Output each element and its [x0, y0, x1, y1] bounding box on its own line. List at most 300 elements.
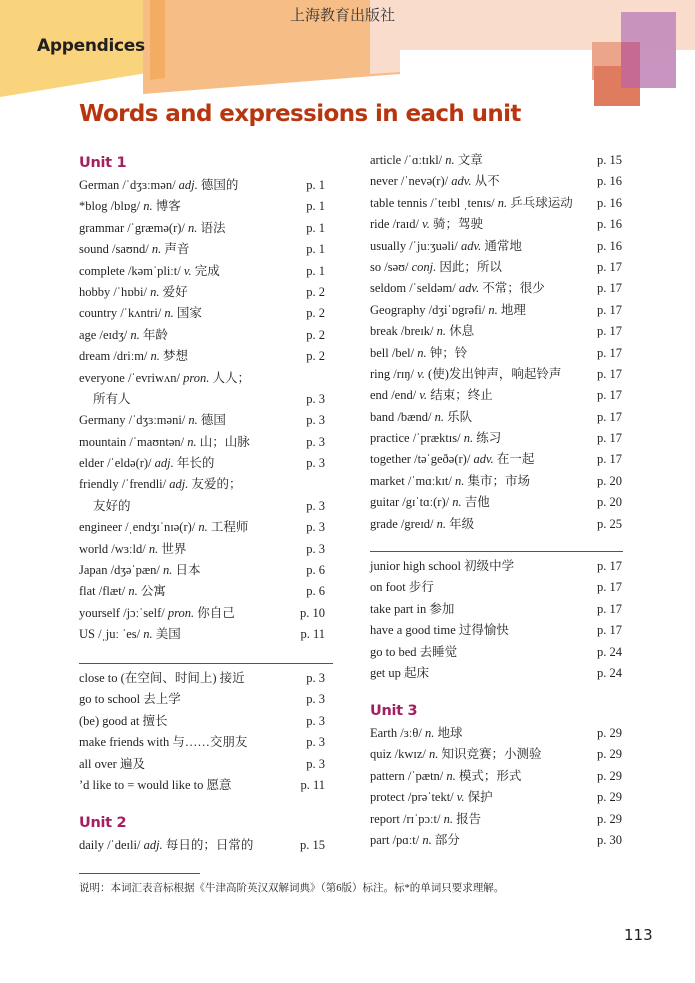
- entry-row: [79, 282, 325, 303]
- entry-phonetic: /ˈdeɪli/: [107, 838, 141, 852]
- entry-text: [79, 624, 181, 645]
- entry-meaning-continued: 所有人: [93, 391, 131, 406]
- entry-meaning: 去上学: [143, 692, 181, 707]
- entry-meaning: 公寓: [140, 584, 166, 599]
- entry-part-of-speech: n.: [452, 495, 462, 510]
- entry-text: [370, 321, 474, 342]
- entry-row: [79, 668, 325, 689]
- entry-meaning: 你自己: [197, 605, 235, 620]
- entry-phonetic: /rɪŋ/: [393, 366, 415, 381]
- entry-row: [370, 193, 622, 214]
- entry-text: [79, 325, 168, 346]
- entry-text: [79, 218, 226, 239]
- word-list: [370, 723, 622, 851]
- entry-meaning: 德国: [200, 413, 226, 428]
- unit-heading: Unit 1: [79, 155, 127, 171]
- entry-phonetic: /gɪˈtɑː(r)/: [402, 495, 450, 510]
- entry-row: [370, 449, 622, 470]
- entry-meaning: 乒乓球运动: [510, 195, 573, 210]
- entry-part-of-speech: v.: [417, 366, 425, 381]
- entry-row: [79, 624, 325, 645]
- entry-phonetic: /bænd/: [397, 409, 432, 424]
- page-number: 113: [624, 926, 653, 944]
- entry-text: [370, 449, 534, 470]
- entry-word: sound: [79, 242, 109, 257]
- entry-row: [370, 364, 622, 385]
- entry-part-of-speech: adj.: [154, 456, 174, 471]
- entry-meaning-continued: 友好的: [93, 498, 131, 513]
- entry-page: p. 1: [306, 199, 325, 214]
- entry-part-of-speech: adv.: [458, 281, 480, 296]
- entry-page: p. 16: [597, 174, 622, 189]
- entry-text: [370, 214, 483, 235]
- entry-row: [79, 539, 325, 560]
- entry-row-continued: [79, 389, 325, 410]
- entry-row: [370, 723, 622, 744]
- entry-phonetic: /ˈseldəm/: [409, 281, 456, 296]
- entry-part-of-speech: n.: [164, 306, 174, 321]
- entry-row: [370, 385, 622, 406]
- entry-phonetic: /raɪd/: [392, 217, 419, 232]
- entry-page: p. 25: [597, 516, 622, 531]
- entry-part-of-speech: n.: [463, 431, 474, 446]
- entry-page: p. 11: [300, 777, 325, 792]
- entry-word: friendly: [79, 477, 119, 492]
- entry-row: [370, 514, 622, 535]
- entry-text: [79, 711, 168, 732]
- entry-phonetic: /breɪk/: [400, 324, 434, 339]
- left-phrases: [79, 668, 325, 796]
- entry-row: [79, 175, 325, 196]
- entry-word: (be) good at: [79, 713, 140, 728]
- entry-page: p. 17: [597, 259, 622, 274]
- entry-text: [370, 642, 457, 663]
- entry-part-of-speech: n.: [150, 349, 160, 364]
- entry-text: [370, 171, 500, 192]
- entry-row: [370, 663, 622, 684]
- page-title: Words and expressions in each unit: [79, 101, 521, 127]
- entry-part-of-speech: n.: [436, 516, 447, 531]
- entry-row: [79, 368, 325, 389]
- entry-text: [370, 556, 514, 577]
- entry-row: [79, 303, 325, 324]
- entry-page: p. 3: [306, 391, 325, 406]
- entry-word: *blog: [79, 199, 108, 214]
- entry-page: p. 3: [306, 756, 325, 771]
- entry-page: p. 2: [306, 327, 325, 342]
- entry-phonetic: /greɪd/: [400, 516, 434, 531]
- entry-word: break: [370, 324, 398, 339]
- entry-meaning: 模式；形式: [458, 768, 522, 783]
- entry-row: [370, 492, 622, 513]
- entry-row: [79, 432, 325, 453]
- entry-meaning: 步行: [408, 580, 434, 595]
- entry-page: p. 3: [306, 413, 325, 428]
- left-unit2: [79, 811, 325, 856]
- entry-text: [79, 196, 181, 217]
- entry-page: p. 1: [306, 178, 325, 192]
- entry-text: [370, 343, 467, 364]
- word-list: [79, 175, 325, 646]
- entry-word: elder: [79, 456, 104, 471]
- entry-meaning: 工程师: [210, 520, 249, 535]
- entry-part-of-speech: n.: [148, 541, 159, 556]
- entry-text: [370, 407, 472, 428]
- entry-row: [370, 830, 622, 851]
- entry-text: [370, 257, 502, 278]
- entry-page: p. 17: [597, 559, 622, 573]
- entry-text: [79, 732, 247, 753]
- entry-page: p. 15: [597, 153, 622, 167]
- entry-row: [79, 346, 325, 367]
- entry-row: [79, 218, 325, 239]
- entry-page: p. 17: [597, 409, 622, 424]
- entry-page: p. 6: [306, 584, 325, 599]
- entry-word: go to bed: [370, 644, 417, 659]
- entry-page: p. 30: [597, 832, 622, 847]
- entry-word: hobby: [79, 284, 111, 299]
- entry-row: [79, 239, 325, 260]
- entry-page: p. 3: [306, 456, 325, 471]
- entry-row: [79, 711, 325, 732]
- entry-phonetic: /end/: [391, 388, 417, 403]
- entry-word: pattern: [370, 768, 405, 783]
- entry-page: p. 20: [597, 473, 622, 488]
- entry-part-of-speech: n.: [187, 434, 197, 449]
- entry-part-of-speech: adj.: [169, 477, 189, 492]
- entry-phonetic: /təˈgeðə(r)/: [414, 452, 471, 467]
- entry-page: p. 17: [597, 601, 622, 616]
- entry-text: [79, 239, 189, 260]
- entry-text: [370, 577, 434, 598]
- entry-phonetic: /səʊ/: [384, 259, 409, 274]
- entry-page: p. 3: [306, 498, 325, 513]
- entry-word: US: [79, 627, 95, 642]
- entry-row: [79, 261, 325, 282]
- entry-text: [79, 539, 186, 560]
- entry-text: [370, 809, 481, 830]
- entry-page: p. 1: [306, 242, 325, 257]
- entry-phonetic: /ˈɑːtɪkl/: [404, 153, 443, 167]
- entry-page: p. 29: [597, 726, 622, 740]
- entry-part-of-speech: adv.: [451, 174, 472, 189]
- entry-phonetic: /ˈpætn/: [407, 768, 444, 783]
- entry-meaning: 地理: [500, 302, 526, 317]
- entry-word: Germany: [79, 413, 126, 428]
- entry-meaning: 爱好: [162, 284, 188, 299]
- entry-phonetic: /ˈgræmə(r)/: [127, 220, 185, 235]
- entry-row: [79, 603, 325, 624]
- entry-phonetic: /kəmˈpliːt/: [127, 263, 181, 278]
- entry-meaning: 知识竞赛；小测验: [441, 747, 542, 762]
- right-unit3: [370, 699, 622, 851]
- entry-page: p. 17: [597, 302, 622, 317]
- entry-word: ’d like to = would like to: [79, 777, 204, 792]
- entry-page: p. 20: [597, 495, 622, 510]
- entry-part-of-speech: n.: [188, 413, 198, 428]
- entry-page: p. 16: [597, 195, 622, 210]
- entry-word: together: [370, 452, 411, 467]
- entry-part-of-speech: pron.: [167, 605, 195, 620]
- entry-row: [370, 428, 622, 449]
- entry-row: [370, 321, 622, 342]
- entry-page: p. 17: [597, 623, 622, 638]
- left-column: [79, 151, 325, 646]
- entry-page: p. 17: [597, 324, 622, 339]
- entry-part-of-speech: n.: [446, 768, 456, 783]
- entry-word: all over: [79, 756, 117, 771]
- entry-word: take part in: [370, 601, 427, 616]
- entry-word: complete: [79, 263, 125, 278]
- entry-word: ride: [370, 217, 390, 232]
- entry-meaning: 擅长: [142, 713, 168, 728]
- entry-page: p. 17: [597, 431, 622, 446]
- entry-page: p. 3: [306, 671, 325, 685]
- entry-page: p. 16: [597, 217, 622, 232]
- divider: [79, 663, 333, 664]
- entry-meaning: 与……交朋友: [172, 735, 248, 750]
- entry-word: make friends with: [79, 735, 170, 750]
- entry-text: [79, 261, 220, 282]
- entry-row: [79, 754, 325, 775]
- entry-page: p. 2: [306, 349, 325, 364]
- entry-meaning: 在一起: [496, 452, 535, 467]
- entry-text: [370, 193, 573, 214]
- entry-page: p. 6: [306, 563, 325, 578]
- entry-word: ring: [370, 366, 391, 381]
- entry-phonetic: /kwɪz/: [394, 747, 426, 762]
- entry-text-continued: [79, 496, 131, 517]
- entry-word: have a good time: [370, 623, 456, 638]
- entry-meaning: 愿意: [206, 777, 232, 792]
- entry-part-of-speech: n.: [443, 811, 453, 826]
- entry-meaning: 乐队: [447, 409, 473, 424]
- entry-row: [370, 407, 622, 428]
- entry-text: [370, 766, 521, 787]
- entry-word: bell: [370, 345, 389, 360]
- entry-row: [370, 766, 622, 787]
- entry-text: [370, 620, 509, 641]
- entry-meaning: 梦想: [163, 349, 189, 364]
- entry-text: [79, 303, 202, 324]
- entry-text: [370, 150, 483, 171]
- entry-text: [370, 471, 530, 492]
- entry-part-of-speech: n.: [128, 584, 138, 599]
- entry-word: age: [79, 327, 97, 342]
- entry-part-of-speech: n.: [429, 747, 439, 762]
- entry-part-of-speech: n.: [422, 832, 432, 847]
- entry-phonetic: /pɑːt/: [392, 832, 420, 847]
- entry-part-of-speech: n.: [436, 324, 447, 339]
- phrase-list: [370, 556, 622, 684]
- entry-word: grammar: [79, 220, 125, 235]
- entry-row: [370, 257, 622, 278]
- entry-text: [79, 689, 181, 710]
- entry-word: end: [370, 388, 389, 403]
- entry-word: yourself: [79, 605, 120, 620]
- entry-meaning: 集市；市场: [467, 473, 531, 488]
- entry-page: p. 29: [597, 790, 622, 805]
- entry-part-of-speech: n.: [143, 627, 153, 642]
- entry-word: Japan: [79, 563, 108, 578]
- entry-text: [370, 787, 493, 808]
- entry-word: band: [370, 409, 395, 424]
- publisher-name: 上海教育出版社: [290, 6, 396, 24]
- entry-meaning: 不常；很少: [482, 281, 545, 296]
- entry-meaning: 声音: [164, 242, 190, 257]
- entry-row: [370, 278, 622, 299]
- entry-part-of-speech: n.: [497, 195, 508, 210]
- entry-phonetic: /ˈeldə(r)/: [107, 456, 152, 471]
- right-column: [370, 150, 622, 535]
- unit-heading: Unit 3: [370, 703, 418, 719]
- entry-meaning: 语法: [200, 220, 226, 235]
- entry-word: country: [79, 306, 118, 321]
- entry-part-of-speech: n.: [424, 726, 435, 740]
- entry-meaning: 年龄: [142, 327, 168, 342]
- phrase-list: [79, 668, 325, 796]
- entry-text: [79, 175, 238, 196]
- entry-word: Earth: [370, 726, 398, 740]
- entry-page: p. 17: [597, 452, 622, 467]
- entry-meaning: 参加: [429, 601, 455, 616]
- entry-meaning: 从不: [474, 174, 500, 189]
- entry-phonetic: /ˈpræktɪs/: [412, 431, 461, 446]
- entry-phonetic: /ˈteɪbl ˌtenɪs/: [430, 195, 495, 210]
- entry-text: [370, 236, 522, 257]
- entry-phonetic: /ˈfrendli/: [121, 477, 167, 492]
- entry-phonetic: /ˈkʌntri/: [120, 306, 162, 321]
- entry-part-of-speech: v.: [183, 263, 192, 278]
- entry-phonetic: /bel/: [391, 345, 415, 360]
- entry-meaning: (在空间、时间上) 接近: [120, 671, 245, 685]
- entry-meaning: 休息: [449, 324, 475, 339]
- footnote: 说明：本词汇表音标根据《牛津高阶英汉双解词典》（第6版）标注。标*的单词只要求理解。: [79, 883, 505, 894]
- entry-meaning: 人人；: [212, 370, 251, 385]
- entry-page: p. 17: [597, 366, 622, 381]
- entry-meaning: 地球: [437, 726, 463, 740]
- entry-page: p. 17: [597, 388, 622, 403]
- entry-row: [370, 620, 622, 641]
- entry-row: [370, 787, 622, 808]
- entry-text: [370, 744, 542, 765]
- entry-text: [370, 514, 474, 535]
- entry-page: p. 24: [597, 665, 622, 680]
- entry-text: [370, 723, 463, 744]
- entry-row: [79, 689, 325, 710]
- divider: [370, 551, 623, 552]
- entry-word: dream: [79, 349, 111, 364]
- entry-word: engineer: [79, 520, 123, 535]
- entry-part-of-speech: n.: [434, 409, 444, 424]
- word-list: [370, 150, 622, 535]
- entry-meaning: 山；山脉: [199, 434, 250, 449]
- entry-meaning: 世界: [161, 541, 187, 556]
- footnote-divider: [79, 873, 200, 874]
- entry-word: world: [79, 541, 109, 556]
- entry-part-of-speech: n.: [455, 473, 465, 488]
- entry-phonetic: /ˌendʒɪˈnɪə(r)/: [125, 520, 196, 535]
- entry-row: [370, 599, 622, 620]
- entry-part-of-speech: n.: [130, 327, 140, 342]
- right-phrases: [370, 556, 622, 684]
- entry-word: everyone: [79, 370, 125, 385]
- entry-meaning: 完成: [194, 263, 220, 278]
- entry-meaning: 通常地: [484, 238, 522, 253]
- entry-text: [79, 668, 245, 689]
- entry-part-of-speech: v.: [422, 217, 430, 232]
- square-overlap: [621, 42, 640, 88]
- entry-text: [370, 278, 545, 299]
- entry-phonetic: /ˈmɑːkɪt/: [407, 473, 452, 488]
- entry-word: protect: [370, 790, 405, 805]
- entry-text: [79, 775, 232, 796]
- entry-meaning: 文章: [457, 153, 483, 167]
- entry-text: [370, 663, 429, 684]
- entry-page: p. 29: [597, 811, 622, 826]
- entry-phonetic: /ˈdʒɜːmən/: [122, 178, 176, 192]
- entry-word: get up: [370, 665, 401, 680]
- entry-phonetic: /prəˈtekt/: [407, 790, 454, 805]
- entry-meaning: 练习: [476, 431, 502, 446]
- entry-row-continued: [79, 496, 325, 517]
- entry-phonetic: /blɒg/: [110, 199, 141, 214]
- entry-word: table tennis: [370, 195, 428, 210]
- entry-meaning: 博客: [155, 199, 181, 214]
- entry-word: daily: [79, 838, 104, 852]
- entry-text: [79, 453, 214, 474]
- entry-page: p. 1: [306, 263, 325, 278]
- entry-phonetic: /rɪˈpɔːt/: [402, 811, 441, 826]
- entry-row: [370, 214, 622, 235]
- entry-meaning: 德国的: [200, 178, 239, 192]
- entry-part-of-speech: n.: [150, 284, 160, 299]
- entry-phonetic: /dʒiˈɒgrəfi/: [428, 302, 486, 317]
- entry-part-of-speech: adj.: [178, 178, 198, 192]
- entry-text: [370, 385, 493, 406]
- entry-page: p. 29: [597, 747, 622, 762]
- entry-text-continued: [79, 389, 131, 410]
- entry-word: mountain: [79, 434, 127, 449]
- entry-part-of-speech: adv.: [460, 238, 482, 253]
- entry-row: [79, 325, 325, 346]
- entry-part-of-speech: conj.: [411, 259, 437, 274]
- entry-part-of-speech: pron.: [183, 370, 210, 385]
- entry-row: [370, 343, 622, 364]
- entry-meaning: 去睡觉: [419, 644, 458, 659]
- entry-row: [370, 471, 622, 492]
- entry-part-of-speech: n.: [151, 242, 162, 257]
- entry-meaning: 年级: [449, 516, 475, 531]
- entry-word: go to school: [79, 692, 141, 707]
- entry-meaning: 美国: [155, 627, 181, 642]
- entry-meaning: 每日的；日常的: [165, 838, 254, 852]
- entry-phonetic: /ɜːθ/: [400, 726, 422, 740]
- entry-phonetic: /saʊnd/: [112, 242, 149, 257]
- entry-word: German: [79, 178, 120, 192]
- entry-meaning: 保护: [467, 790, 493, 805]
- entry-word: usually: [370, 238, 407, 253]
- entry-text: [79, 603, 235, 624]
- entry-phonetic: /ˈevriwʌn/: [127, 370, 181, 385]
- entry-meaning: 因此；所以: [439, 259, 502, 274]
- entry-text: [370, 492, 490, 513]
- entry-word: seldom: [370, 281, 407, 296]
- entry-page: p. 11: [300, 627, 325, 642]
- entry-meaning: 部分: [434, 832, 460, 847]
- entry-text: [370, 599, 454, 620]
- entry-page: p. 17: [597, 580, 622, 595]
